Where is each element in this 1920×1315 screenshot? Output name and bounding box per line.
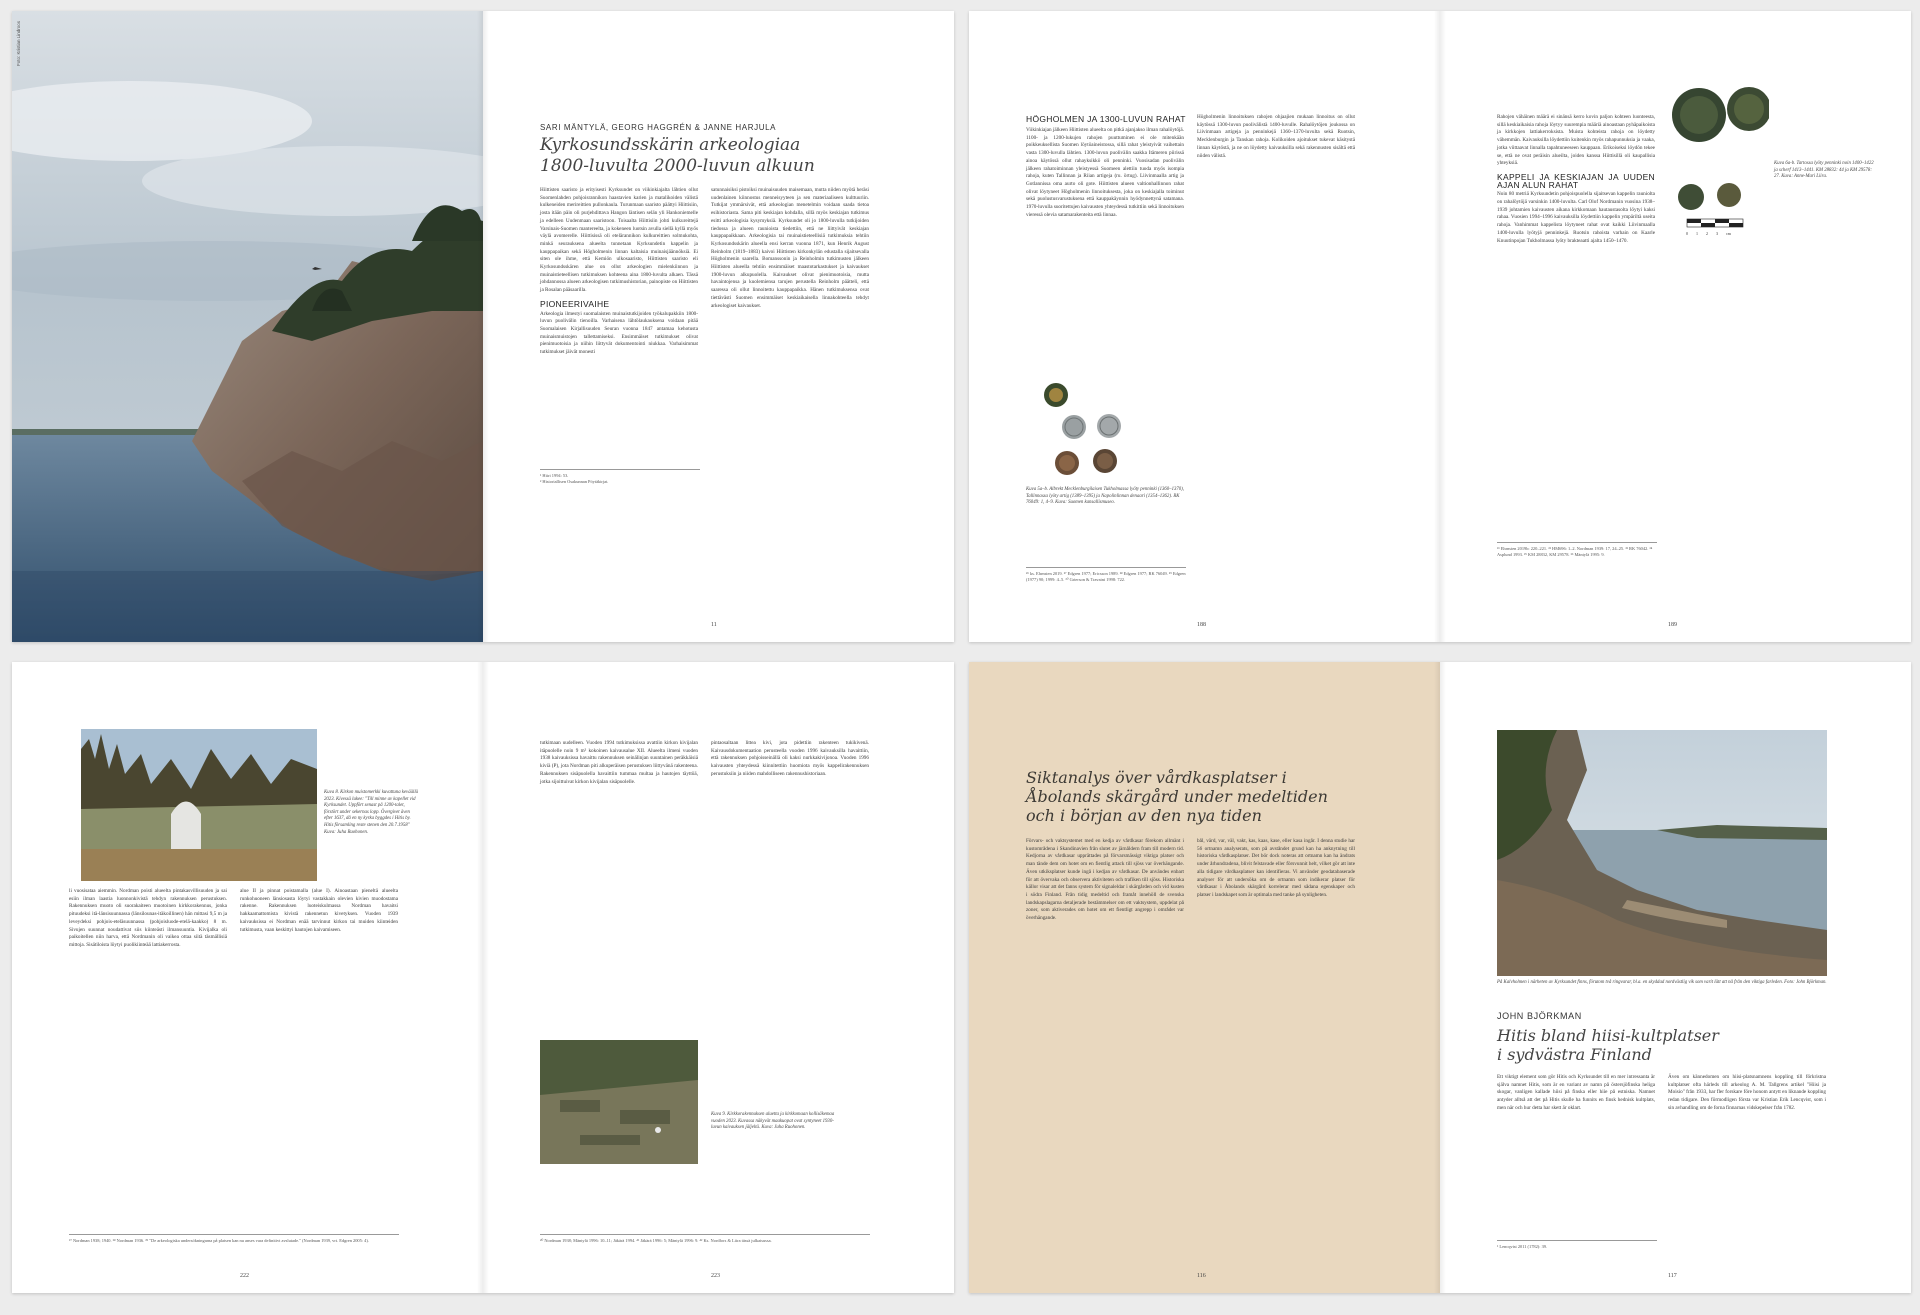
text-column-4 (711, 740, 869, 779)
footnote-1: ¹ Hiiri 1994: 53. (540, 473, 569, 478)
footnote-2: ² Historiallisen Osakunnan Pöytäkirjat. (540, 479, 609, 484)
page-189 (1440, 11, 1911, 642)
page-11 (483, 11, 954, 642)
page-222 (12, 662, 483, 1293)
title-line-2: Åbolands skärgård under medeltiden (1026, 787, 1328, 806)
text-column-3 (1497, 1074, 1655, 1113)
title-line-1: Kyrkosundsskärin arkeologiaa (540, 135, 801, 155)
text-column-1 (1026, 838, 1184, 923)
text-column-4 (1668, 1074, 1826, 1113)
text-column-1 (540, 187, 698, 357)
footnotes: ²⁶ ks. Ehrnsten 2019. ²⁷ Edgren 1977; Ericsson 1989. ²⁸ Edgren 1977; RK 76049. ²⁹ Edgren (1977) 90; 1999: 4–5. ³⁰ Grierson & Travaini 1998: 722. (1026, 567, 1186, 583)
column-3-paragraph: tutkimaan uudelleen. Vuoden 1994 tutkimuksissa avattiin kirkon kivijalan itäpuolelle noin 9 m² kokoinen kaivausalue XII. Alueelta ilmeni vuoden 1938 kaivauksissa havaittu rakennuksen seinälinjan suuntainen peräkkäisiä kiviä (P), jota Nordman piti alkuperäisen perustuksen liittyvänä rakenteena. Rakennuksen sisäpuolella havaittiin tummaa multaa ja hautojen täyttöä, jotka sijoittuivat kirkon kivijalan sisäpuolelle. (540, 740, 698, 785)
footnotes (540, 469, 700, 485)
footnotes: ⁴⁰ Nordman 1938; Mäntylä 1996: 10–11; Jäkärä 1994. ⁴¹ Jäkärä 1996: 5; Mäntylä 1996: 9. ⁴² Ks. Nordfors & Liira tässä julkaisussa. (540, 1234, 870, 1244)
spread-vardkasar (969, 662, 1911, 1293)
page-number: 188 (1197, 622, 1206, 628)
text-column-3 (1497, 114, 1655, 245)
page-number: 223 (711, 1273, 720, 1279)
column-2-paragraph: bål, värd, var, väl, vakt, kas, kaas, kase, eller kasa ingår. I denna studie har 56 ortnamn analyserats, som på avståndet grund kan ha anknytning till historiska vårdkasplatser. Det bör dock noteras att ortnamn kan ha ändrats under århundradena, blivit felstavade eller försvunnit helt, vilket gör att inte alla tidigare vårdkasplatser kan identifieras. Vi använder geodatabaserade analyser för att undersöka om de ortnamn som indikerar platser för vårdkasar i Åbolands skärgård korrelerar med sådana egenskaper och platser i landskapet som är optimala med tanke på synligheten. (1197, 838, 1355, 898)
excavation-caption: Kuva 9. Kirkkorakennuksen aluetta ja kirkkomaan kollisäkemaa vuoden 2023. Kuvassa näkyvät maakuopat ovat syntyneet 1930-luvun kaivauksen jäljeltä. Kuva: Juha Ruohonen. (711, 1112, 835, 1131)
column-1-paragraph: Förvars- och vaktsystemet med en kedja av vårdkasar förekom allmänt i kustområdena i Skandinavien från slutet av järnåldern fram till modern tid. Kedjorna av vårdkasar upprättades på förvarsmässigt viktiga platser och man tände dem om hotet om en fientlig attack till sjöss var överhängande. Även utkiksplatser kunde ingå i kedjan av vårdkasar. De användes enbart för att övervaka och observera aktiviteten och trafiken till sjöss. Historiska källor visar att det fanns system för signaleldar i skärgården och vid kusten i södra Finland. Från tidig medeltid och framåt innehöll de svenska landskapslagarna detaljerade bestämmelser om ett vaktsystem, uppdelat på zoner, som aktiverades om hotet om ett fientligt angrepp i området var överhängande. (1026, 838, 1184, 922)
photo-credit: Foto: Kristian Lindroos (16, 21, 21, 67)
page-117 (1440, 662, 1911, 1293)
kalvholmen-photo (1497, 730, 1827, 976)
page-116 (969, 662, 1440, 1293)
scale-bar-label: 0 1 2 3 cm (1686, 231, 1731, 236)
article-title-2 (1497, 1026, 1827, 1064)
title-line-1: Siktanalys över vårdkasplatser i (1026, 768, 1287, 787)
spread-kyrkosundsskar (12, 11, 954, 642)
kalvholmen-caption: På Kalvholmen i närheten av Kyrksundet finns, förutom två ringvarar, bl.a. en skyddad nordvästlig vik som varit lätt att nå från den viktiga farleden. Foto: John Björkman. (1497, 980, 1827, 985)
excavation-site-photo (540, 1040, 698, 1164)
column-2-paragraph: satunnaisiksi pistoiksi muinaisuuden maisemaan, mutta niiden myötä heräsi uudenlainen kiinnostus menneisyyteen ja sen materiaaliseen kulttuuriin. Tutkijat ymmärsivät, että arkeologian menetelmin voidaan saada tietoa esihistoriasta. Sama piti keskiajan kohdalla, sillä myös keskiajan tutkimus esitti arkeologisia kysymyksiä. Kyrksundet oli jo 1800-luvulla tutkijoiden tiedossa ja alueen raunioista tiedettiin, että ne liittyivät keskiajan kauppapaikkaan. Arkeologisia tai muinaistieteellisiä tutkimuksia tehtiin Kyrkosundsskärin alueella ensi kerran vuonna 1871, kun Henrik August Reinholm (1819–1883) kaivoi Hiittisten kirkonkylän edustalla sijaitsevalla Högholmenin saarella. Bomanssonin ja Reinholmin tutkimusten jälkeen Hiittisten alueella tehtiin ensimmäiset maastotarkastukset ja kaivaukset 1900-luvun alkupuolella. Kaivaukset olivat pienimuotoisia, mutta havaintojensa ja kuolemiensa tarujen perustella Reinholm päätteli, että saaressa oli ollut linnoitettu kauppapaikka. Hänen tutkimuksensa ovat tiettävästi Suomen ensimmäiset keskiaikaisella linnakohteella tehdyt arkeologiset kaivaukset. (711, 187, 869, 309)
page-number: 117 (1668, 1273, 1677, 1279)
footnotes: ³¹ Ehrnsten 2019b: 220–221. ³² HM696: 1–2. Nordman 1939: 17, 24–25. ³³ RK 76042. ³⁴ Asplund 1993. ³⁵ KM 28832, KM 29578. ³⁶ Mäntylä 1995: 9. (1497, 542, 1657, 558)
column-3-paragraph: Rahojen vähäinen määrä ei sinänsä kerro kovin paljon kohteen luonteesta, sillä keskiaikaisia rahoja löytyy suurempia määriä ainoastaan pyhäpaikoista ja kirkkojen lattiakerroksista. Muista kohteista rahoja on löydetty vähemmän. Kaivauksilla löydettiin kuitenkin myös rahapunnuksia ja vaaka, jotka viittaavat linnalla tapahtuneeseen kauppaan. Erikoiseksi löydön tekee se, että ne ovat peräisin alueilta, joiden kanssa Hiittisillä oli kaupallisia yhteyksiä. (1497, 114, 1655, 167)
section-heading-hogholmen: HÖGHOLMEN JA 1300-LUVUN RAHAT (1026, 114, 1186, 124)
column-2-paragraph: alue II ja pinnat poistamalla (alue I). Ainoastaan pieneltä alueelta runkohuoneen länsiosasta löytyi vastakkain olevien kivien muodostama rakenne. Rakennuksen luoteiskulmassa Nordman havaitsi hakkaamattomista kivistä rakennetun kivetyksen. Vuoden 1939 kaivauksissa ei Nordman enää tarvinnut kirkon tai muiden kiinteiden tutkimusta, vaan keskittyi hautojen kaivamiseen. (240, 888, 398, 933)
page-number: 11 (711, 622, 717, 628)
coin-photo (1039, 381, 1169, 481)
article-authors: SARI MÄNTYLÄ, GEORG HAGGRÉN & JANNE HARJULA (540, 123, 777, 132)
page-223 (483, 662, 954, 1293)
footnotes: ³⁷ Nordman 1938; 1940. ³⁸ Nordman 1936. ³⁹ "De arkeologiska undersökningarna på platsen kan nu anses vara definitivt avslutade." (Nordman 1939, vrt. Edgren 2005: 4). (69, 1234, 399, 1244)
title-line-2: 1800-luvulta 2000-luvun alkuun (540, 156, 815, 176)
page-188 (969, 11, 1440, 642)
column-2-paragraph: Högholmenin linnoituksen rahojen ohjaajien mukaan linnoitus on ollut käytössä 1300-luvun puolivälistä 1400-luvulle. Rahalöytöjen joukossa on Liivinmaan artigeja ja penninkejä 1360–1370-luvulta sekä Ruotsin, Mecklenburgin ja Tanskan rahoja. Kolikoiden ajoitukset tukevat käsitystä linnan käytöstä, ja ne on löydetty kaivauksilla sekä rakennusten sisältä että niiden välistä. (1197, 114, 1355, 159)
section-heading-kappeli: KAPPELI JA KESKIAJAN JA UUDEN AJAN ALUN RAHAT (1497, 171, 1655, 190)
pioneer-paragraph: Arkeologia ilmestyi suomalaisten muinaistutkijoiden työkalupakkiin 1800-luvun puolivälin tienoilla. Varhaisena lähtölaukauksena voidaan pitää Suomalaisen Kirjallisuuden Seuran vuonna 1847 antamaa kehotusta muinaismuistojen tallettamiseksi. Ensimmäiset tutkimukset olivat pienimuotoisia ja niihin liittyvät dokumentointi niukkaa. Varhaisimmat tutkimukset jäivät monesti (540, 310, 698, 356)
page-number: 116 (1197, 1273, 1206, 1279)
text-column-1 (69, 888, 227, 950)
column-3-paragraph: Ett viktigt element som gör Hitis och Kyrksundet till en mer intressanta är själva namnet Hitis, som är en variant av namn på östersjöfinska heliga skogar, vanligen kallade hiisi på finska eller hiie på estniska. Namnet antyder alltså att det på Hitis skulle ha funnits en finsk hednisk kultplats, men när och hur detta har skett är oklart. (1497, 1074, 1655, 1111)
text-column-2 (711, 187, 869, 310)
page-number: 189 (1668, 622, 1677, 628)
memorial-caption: Kuva 8. Kirkon muistomerkki kuvattuna keväällä 2023. Kivessä lukee: "Till minne av kapellet vid Kyrksundet. Uppfört senast på 1200-talet, förstört under sekernas lopp. Övergivet även efter 1637, då en ny kyrka byggdes i Hitis by. Hitis församling reste stenen den 20.7.1958" Kuva: Juha Ruohonen. (324, 790, 419, 835)
article-title (1026, 768, 1396, 825)
article-author: JOHN BJÖRKMAN (1497, 1011, 1582, 1021)
page-number: 222 (240, 1273, 249, 1279)
footnotes: ¹ Lencqvist 2011 (1782): 39. (1497, 1240, 1657, 1250)
column-3b-paragraph: Noin 80 metriä Kyrksundetin pohjoispuolella sijaitsevan kappelin rauniolta on rahalöytöjä varsinkin 1400-luvulta. Carl Olof Nordmanin vuosina 1938–1939 johtamien kaivausten aikana kirkkomaan hautaustasolta löytyi kaksi rahaa. Vuosien 1994–1996 kaivauksilla löydettiin kappelin ympäriltä useita rahoja. Vanhimmat kappelista löytyneet rahat ovat kaikki Liivinmaalla 1400-luvulla lyötyjä penninkejä. Ruotsin rahoista varhain on Kaarle Knuutinpojan Tukholmassa lyöty brakteaatti ajalta 1450–1470. (1497, 191, 1655, 244)
text-column-3 (540, 740, 698, 786)
section-heading-pioneerivaihe: PIONEERIVAIHE (540, 298, 610, 309)
text-column-1 (1026, 127, 1184, 219)
page-photo (12, 11, 483, 642)
spread-hogholmen (969, 11, 1911, 642)
spread-kirkko (12, 662, 954, 1293)
tartu-coin-photo (1669, 77, 1769, 237)
column-1-paragraph: li vuosisataa aiemmin. Nordman poisti alueelta pintakasvillisuuden ja sai esiin ilman laastia luonnonkivistä tehdyn rakennuksen perustuksen. Rakennuksen muoto oli suorakaiteen muotoinen kirkkorakennus, jonka pituudeksi itä-länsisuunnassa (länsilounas-itäkoillinen) hän mittasi 9,5 m ja leveydeksi pohjois-eteläsuunnassa (pohjoisluode-etelä-kaakko) 8 m. Sivujen suunnat noudattivat siis kiinteästi ilmansuuntia. Kivijalka oli paikoitellen niin harva, että Nordmanin oli vaikea ottaa siitä täsmällisiä mittoja. Sisätiloista löytyi puolikiinteää lattiakerrosta. (69, 888, 227, 948)
intro-paragraph: Hiittisten saaristo ja erityisesti Kyrksundet on viikinkiajalta lähtien ollut Suomenlahden pohjoisrannikon haastavien karien ja matalikoiden välistä kulkeneiden merireittien pullonkaula. Turunmaan saaristo päättyi Hiittisiin, josta itään päin oli purjehdittava Hangon läntisen selän yli Hankoniemelle ja edelleen Uudenmaan saaristoon. Toisaalta Hiittisiin johti kulkureittejä Varsinais-Suomen mantereelta, ja kokeneen luotsin avulla siellä kyllä myös väylä avomerelle. Hiittisissä oli etelärannikon kulkureittien solmukohta, minkä seurauksena alueelta tunnetaan Kyrksundetin kappelin ja kauppapaikan sekä Högholmenin linnan kaltaisia muinaisjäännöksiä. Ei siten ole ihme, että Kemiön ulkosaaristo, Hiittisten saaristo eli Kyrkosundsskären alue on ollut arkeologien mielenkiinnon ja muinaistieteellisen tutkimuksen kohteena aina 1800-luvulta alkaen. Tässä johdannossa alueen arkeologisen tutkimushistorian, painopiste on Hiittisten ja Rosalan pääsaarilla. (540, 187, 698, 294)
title2-line-1: Hitis bland hiisi-kultplatser (1497, 1026, 1719, 1045)
title2-line-2: i sydvästra Finland (1497, 1045, 1652, 1064)
article-title (540, 135, 920, 177)
column-4-paragraph: Även om kännedomen om hiisi-platsnamnens koppling till förkristna kultplatser ofta härleds till arkeolog A. M. Tallgrens artikel "Hiisi ja Moisio" från 1933, har fler forskare före honom antytt en liknande koppling redan tidigare. Den förmodligen första var Kristian Erik Lencqvist, som i sin avhandling om de forna finnarnas vidskepelser från 1782. (1668, 1074, 1826, 1111)
archipelago-photo (12, 11, 483, 642)
coin-caption: Kuva 5a–b. Albrekt Mecklenburgilaisen Tukholmassa lyöty penninki (1360–1370), Tallinnassa lyöty artig (1389–1395) ja Napolinlinnan denaari (1354–1362). RK 76049: 1, 4–9. Kuva: Suomen kansallismuseo. (1026, 487, 1184, 506)
column-1-paragraph: Viikinkiajan jälkeen Hiittisten alueelta on pitkä ajanjakso ilman rahalöytöjä. 1100- ja 1200-lukujen rahojen puuttuminen ei ole mitenkään poikkeuksellista Suomen löytöaineistossa, sillä rahat yleistyivät vaihettain vasta 1300-luvulla lähtien. 1300-luvun puolivälin saakka Itämeren piirissä ainoa käytössä ollut rahayksikkö oli penninki. Vuosisadan puolivälin jälkeen rahatoiminnan yleistyessä Suomeen alettiin tuoda myös isompia rahoja, kuten Tallinnan ja Riian artigeja (ru. örtug). Liivinmaalla artig ja Gotlannissa oma aurto oli gote. Hiittisten alueen valtionhallinnon rahat olivat löytyneet Högholmenin linnoituksesta, joka on keskiajalla toiminut sekä puolustusvarustuksena että kauppakäynnin hyödynnettynä satamana. 1970-luvulla suoritettujen kaivausten yhteydessä tutkittiin sekä linnoituksen vieressä olevia satamarakenteita että linnaa. (1026, 127, 1185, 218)
memorial-stone-photo (81, 729, 317, 881)
text-column-2 (240, 888, 398, 934)
title-line-3: och i början av den nya tiden (1026, 806, 1262, 825)
column-4-paragraph: pintaosaltaan littea kivi, jota pidettiin rakenteen tukikivenä. Kaivausdokumentaation perusteella vuoden 1996 kaivauksilla havaittiin, että rakennuksen pohjoisseinällä oli kaksi nurkkakivijonoa. Vuoden 1996 kaivausten yhteydessä kiinnitettiin huomiota myös kappelirakennuksen perustuksiin ja niiden mahdolliseen rakennushistoriaan. (711, 740, 869, 777)
text-column-2 (1197, 114, 1355, 160)
tartu-coin-caption: Kuva 6a-b. Tartossa lyöty penninki noin 1400–1422 ja scherf 1413–1441. KM 28832: 44 ja KM 29578: 27. Kuva: Anne-Mari Liira. (1774, 161, 1874, 180)
text-column-2 (1197, 838, 1355, 900)
